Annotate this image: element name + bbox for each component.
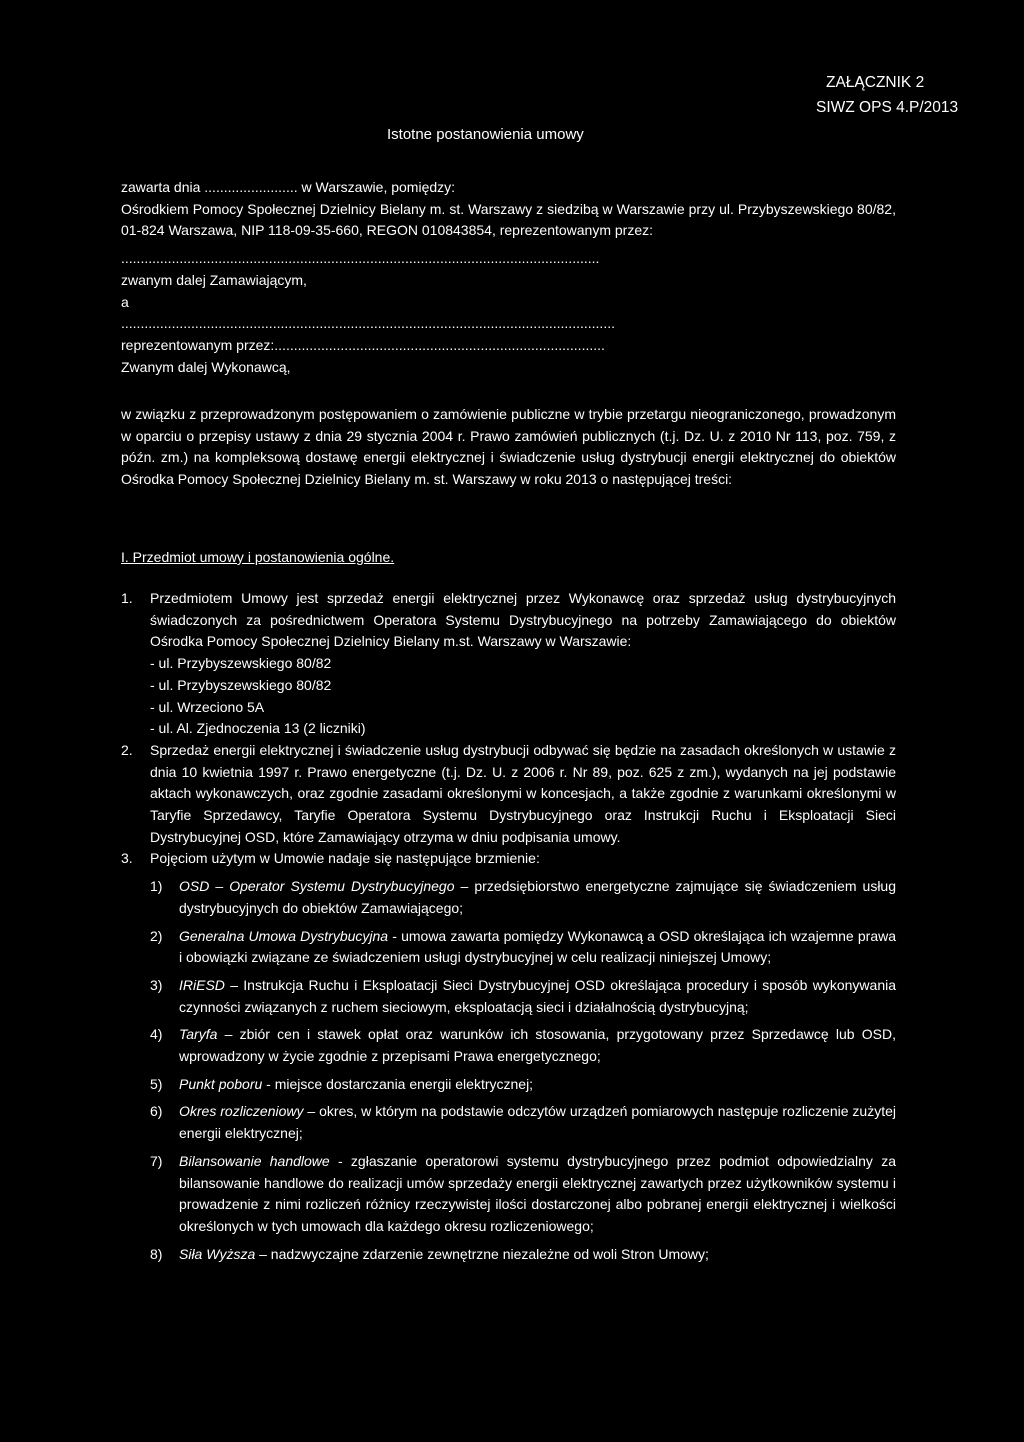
conjunction-and: a bbox=[121, 293, 129, 310]
clause-number: 3. bbox=[121, 850, 133, 867]
definition-number: 7) bbox=[150, 1152, 163, 1169]
clause-item bbox=[121, 740, 896, 849]
called-contractor: Zwanym dalej Wykonawcą, bbox=[121, 358, 291, 375]
clause-text: Sprzedaż energii elektrycznej i świadczenie usług dystrybucji odbywać się będzie na zasadach określonych w ustawie z dnia 10 kwietnia 1997 r. Prawo energetyczne (t.j. Dz. U. z 2006 r. Nr 89, poz. 625 z zm.), wydanych na jej podstawie aktach wykonawczych, oraz zgodnie zasadami określonymi w koncesjach, a także zgodnie z warunkami określonymi w Taryfie Sprzedawcy, Taryfie Operatora Systemu Dystrybucyjnego oraz Instrukcji Ruchu i Eksploatacji Sieci Dystrybucyjnej OSD, które Zamawiający otrzyma w dniu podpisania umowy. bbox=[150, 741, 896, 845]
contract-date-line: zawarta dnia ........................ w Warszawie, pomiędzy: bbox=[121, 179, 456, 195]
reference-number: SIWZ OPS 4.P/2013 bbox=[816, 99, 959, 116]
definition-number: 5) bbox=[150, 1075, 163, 1092]
clause-item bbox=[121, 588, 896, 653]
signature-dots-1: ........................................................................................................................... bbox=[121, 250, 600, 267]
definition-item bbox=[121, 926, 896, 969]
preamble-block bbox=[121, 404, 896, 491]
definition-item bbox=[121, 876, 896, 919]
definition-text: – okres, w którym na podstawie odczytów urządzeń pomiarowych następuje rozliczenie zużytej energii elektrycznej; bbox=[179, 1103, 896, 1142]
section-heading: I. Przedmiot umowy i postanowienia ogólne. bbox=[121, 549, 395, 565]
called-contracting-party: zwanym dalej Zamawiającym, bbox=[121, 271, 307, 288]
definition-term: Taryfa bbox=[179, 1026, 218, 1043]
address-line: - ul. Wrzeciono 5A bbox=[150, 698, 265, 715]
definition-item bbox=[121, 1024, 896, 1067]
definition-number: 3) bbox=[150, 976, 163, 993]
definition-term: OSD – Operator Systemu Dystrybucyjnego bbox=[179, 878, 455, 895]
signature-dots-2: ............................................................................................................................... bbox=[121, 315, 615, 332]
definition-term: Okres rozliczeniowy bbox=[179, 1103, 304, 1120]
definition-item bbox=[121, 975, 896, 1018]
party-one-paragraph: Ośrodkiem Pomocy Społecznej Dzielnicy Bielany m. st. Warszawy z siedzibą w Warszawie przy ul. Przybyszewskiego 80/82, 01-824 Warszawa, NIP 118-09-35-660, REGON 010843854, reprezentowanym przez: bbox=[121, 200, 896, 239]
definition-item bbox=[121, 1101, 896, 1144]
preamble-paragraph: w związku z przeprowadzonym postępowaniem o zamówienie publiczne w trybie przetargu nieograniczonego, prowadzonym w oparciu o przepisy ustawy z dnia 29 stycznia 2004 r. Prawo zamówień publicznych (t.j. Dz. U. z 2010 Nr 113, poz. 759, z późn. zm.) na kompleksową dostawę energii elektrycznej i świadczenie usług dystrybucji energii elektrycznej do obiektów Ośrodka Pomocy Społecznej Dzielnicy Bielany m. st. Warszawy w roku 2013 o następującej treści: bbox=[121, 406, 896, 488]
definition-term: Punkt poboru bbox=[179, 1075, 263, 1092]
definition-term: Bilansowanie handlowe bbox=[179, 1152, 330, 1169]
definition-item bbox=[121, 1074, 896, 1096]
address-line: - ul. Przybyszewskiego 80/82 bbox=[150, 676, 332, 693]
clause-text: Przedmiotem Umowy jest sprzedaż energii elektrycznej przez Wykonawcę oraz sprzedaż usług dystrybucyjnych świadczonych za pośrednictwem Operatora Systemu Dystrybucyjnego na potrzeby Zamawiającego do obiektów Ośrodka Pomocy Społecznej Dzielnicy Bielany m.st. Warszawy w Warszawie: bbox=[150, 590, 896, 650]
definition-text: – Instrukcja Ruchu i Eksploatacji Sieci Dystrybucyjnej OSD określająca procedury i sposób wykonywania czynności związanych z ruchem sieciowym, eksploatacją sieci i działalnością dystrybucyjną; bbox=[179, 976, 896, 1015]
definition-term: Siła Wyższa bbox=[179, 1245, 256, 1262]
represented-by-line: reprezentowanym przez:..................................................................................... bbox=[121, 336, 605, 353]
clause-item bbox=[121, 848, 896, 870]
clause-number: 2. bbox=[121, 741, 133, 758]
definition-number: 1) bbox=[150, 878, 163, 895]
definition-term: IRiESD bbox=[179, 976, 225, 993]
definition-number: 2) bbox=[150, 927, 163, 944]
clause-text: Pojęciom użytym w Umowie nadaje się następujące brzmienie: bbox=[150, 850, 540, 867]
definition-text: – zbiór cen i stawek opłat oraz warunków ich stosowania, przygotowany przez Sprzedawcę lub OSD, wprowadzony w życie zgodnie z przepisami Prawa energetycznego; bbox=[179, 1026, 896, 1065]
definition-text: - umowa zawarta pomiędzy Wykonawcą a OSD określająca ich wzajemne prawa i obowiązki związane ze świadczeniem usługi dystrybucyjnej w celu realizacji niniejszej Umowy; bbox=[179, 927, 897, 966]
definition-item bbox=[121, 1244, 896, 1266]
document-title: Istotne postanowienia umowy bbox=[387, 126, 584, 143]
definition-number: 4) bbox=[150, 1026, 163, 1043]
address-line: - ul. Al. Zjednoczenia 13 (2 liczniki) bbox=[150, 720, 366, 737]
definition-number: 8) bbox=[150, 1245, 163, 1262]
attachment-label: ZAŁĄCZNIK 2 bbox=[826, 74, 925, 91]
definition-text: – przedsiębiorstwo energetyczne zajmujące się świadczeniem usług dystrybucyjnych do obiektów Zamawiającego; bbox=[179, 878, 896, 916]
clause-number: 1. bbox=[121, 590, 133, 606]
clause-list bbox=[121, 588, 896, 1265]
definition-text: – nadzwyczajne zdarzenie zewnętrzne niezależne od woli Stron Umowy; bbox=[255, 1245, 709, 1262]
definition-text: - zgłaszanie operatorowi systemu dystrybucyjnego przez podmiot odpowiedzialny za bilansowanie handlowe do realizacji umów sprzedaży energii elektrycznej zawartych przez użytkowników systemu i prowadzenie z nimi rozliczeń różnicy rzeczywistej ilości dostarczonej albo pobranej energii elektrycznej i wielkości określonych w tych umowach dla każdego okresu rozliczeniowego; bbox=[179, 1152, 896, 1234]
intro-block bbox=[121, 177, 896, 378]
definition-number: 6) bbox=[150, 1103, 163, 1120]
definition-text: - miejsce dostarczania energii elektrycznej; bbox=[262, 1075, 534, 1092]
address-line: - ul. Przybyszewskiego 80/82 bbox=[150, 655, 332, 672]
definition-item bbox=[121, 1151, 896, 1238]
definition-term: Generalna Umowa Dystrybucyjna bbox=[179, 927, 389, 944]
